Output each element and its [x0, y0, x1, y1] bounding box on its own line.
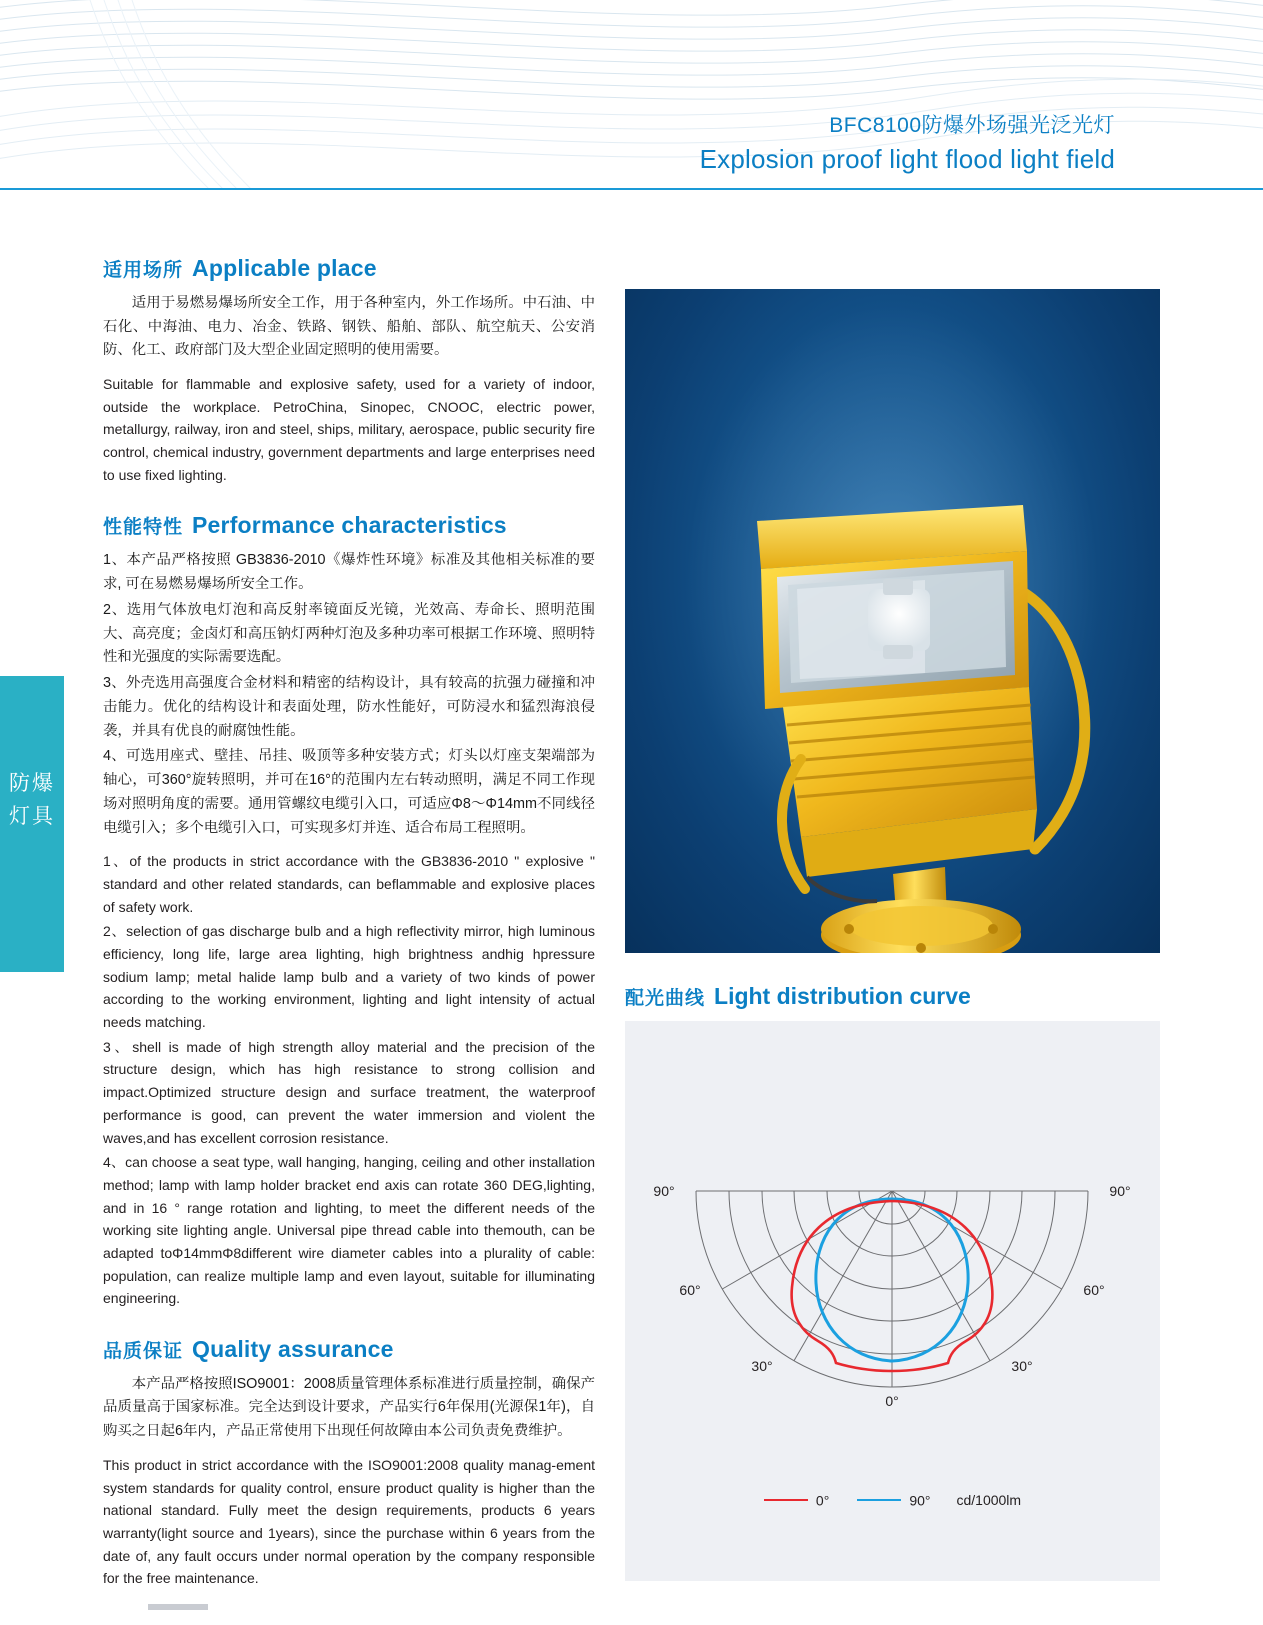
axis-label-left-30: 30° [751, 1357, 773, 1374]
section-performance-characteristics [103, 512, 595, 1309]
side-tab-label: 防爆灯具 [9, 772, 55, 828]
header-divider [0, 188, 1263, 190]
polar-diagram [625, 1021, 1160, 1491]
axis-label-left-60: 60° [679, 1281, 701, 1298]
left-content-column [103, 255, 595, 1590]
section-heading [103, 255, 595, 283]
paragraph-cn: 本产品严格按照ISO9001：2008质量管理体系标准进行质量控制，确保产品质量高于国家标准。完全达到设计要求，产品实行6年保用(光源保1年)，自购买之日起6年内，产品正常使用下出现任何故障由本公司负责免费维护。 [103, 1375, 595, 1440]
section-heading-en: Performance characteristics [192, 512, 507, 539]
chart-legend [625, 1491, 1160, 1508]
footer-mark [148, 1604, 208, 1610]
section-heading-en: Quality assurance [192, 1335, 394, 1362]
paragraph-en: 1、of the products in strict accordance with the GB3836-2010 " explosive " standard and other related standards, can beflammable and explosive places of safety work. [103, 853, 595, 915]
product-illustration [625, 289, 1160, 953]
legend-swatch-0deg [764, 1499, 808, 1501]
section-heading-en: Applicable place [192, 255, 377, 281]
legend-label-90deg: 90° [909, 1492, 931, 1509]
paragraph-cn: 3、外壳选用高强度合金材料和精密的结构设计，具有较高的抗强力碰撞和冲击能力。优化的结构设计和表面处理，防水性能好，可防浸水和猛烈海浪侵袭，并具有优良的耐腐蚀性能。 [103, 675, 595, 739]
section-heading-cn: 品质保证 [103, 1340, 184, 1362]
legend-swatch-90deg [857, 1499, 901, 1501]
axis-label-left-90: 90° [653, 1182, 675, 1199]
product-photo [625, 289, 1160, 953]
header-title-cn: BFC8100防爆外场强光泛光灯 [829, 114, 1115, 137]
axis-label-bottom-0: 0° [885, 1392, 899, 1409]
legend-label-0deg: 0° [815, 1492, 830, 1509]
curve-heading-cn: 配光曲线 [625, 988, 706, 1009]
paragraph-en: 3、shell is made of high strength alloy material and the precision of the structure design, which has high resistance to strong collision and impact.Optimized structure design and surface treatment, the waterproof performance is good, can prevent the water immersion and violent the waves,and has excellent corrosion resistance. [103, 1038, 595, 1146]
paragraph-en: Suitable for flammable and explosive safety, used for a variety of indoor, outside the workplace. PetroChina, Sinopec, CNOOC, electric power, metallurgy, railway, iron and steel, ships, military, aerospace, public security fire control, chemical industry, government departments and large enterprises need to use fixed lighting. [103, 376, 595, 483]
section-heading [103, 512, 595, 540]
section-heading-cn: 适用场所 [103, 260, 184, 281]
header-title-en: Explosion proof light flood light field [699, 143, 1115, 174]
header-title-block [700, 110, 1115, 177]
axis-label-right-30: 30° [1011, 1357, 1033, 1374]
curve-heading-en: Light distribution curve [714, 983, 971, 1009]
paragraph-cn: 2、选用气体放电灯泡和高反射率镜面反光镜，光效高、寿命长、照明范围大、高亮度；金卤灯和高压钠灯两种灯泡及多种功率可根据工作环境、照明特性和光强度的实际需要选配。 [103, 601, 595, 666]
paragraph-cn: 4、可选用座式、壁挂、吊挂、吸顶等多种安装方式；灯头以灯座支架端部为轴心，可360°旋转照明，并可在16°的范围内左右转动照明，满足不同工作现场对照明角度的需要。通用管螺纹电缆引入口，可适应Φ8～Φ14mm不同线径电缆引入；多个电缆引入口，可实现多灯并连、适合布局工程照明。 [103, 748, 595, 836]
section-heading [103, 1336, 595, 1364]
side-tab-category [0, 676, 64, 972]
curve-heading [625, 983, 1160, 1011]
axis-label-right-90: 90° [1109, 1182, 1131, 1199]
section-heading-cn: 性能特性 [103, 517, 184, 539]
paragraph-en: 2、selection of gas discharge bulb and a high reflectivity mirror, high luminous efficiency, long life, large area lighting, high brightness andhig hpressure sodium lamp; metal halide lamp bulb and a variety of two kinds of power according to the working environment, lighting and light intensity of actual needs matching. [103, 923, 595, 1031]
axis-label-right-60: 60° [1083, 1281, 1105, 1298]
right-content-column [625, 289, 1160, 1581]
paragraph-en: This product in strict accordance with the ISO9001:2008 quality manag-ement system standards for quality control, ensure product quality is higher than the national standard. Fully meet the design requirements, products 6 years warranty(light source and 1years), since the purchase within 6 years from the date of, any fault occurs under normal operation by the company responsible for the free maintenance. [103, 1456, 595, 1587]
section-applicable-place [103, 255, 595, 486]
section-quality-assurance [103, 1336, 595, 1590]
legend-unit: cd/1000lm [956, 1492, 1022, 1509]
paragraph-en: 4、can choose a seat type, wall hanging, hanging, ceiling and other installation method; lamp with lamp holder bracket end axis can rotate 360 DEG,lighting, and in 16 ° range rotation and lighting, to meet the different needs of the working site lighting angle. Universal pipe thread cable into themouth, can be adapted toΦ14mmΦ8different wire diameter cables into a plurality of cable: population, can realize multiple lamp and even layout, suitable for illuminating engineering. [103, 1154, 595, 1307]
light-distribution-chart [625, 1021, 1160, 1581]
page-header [0, 0, 1263, 190]
paragraph-cn: 适用于易燃易爆场所安全工作，用于各种室内，外工作场所。中石油、中石化、中海油、电力、冶金、铁路、钢铁、船舶、部队、航空航天、公安消防、化工、政府部门及大型企业固定照明的使用需要。 [103, 294, 595, 359]
paragraph-cn: 1、本产品严格按照 GB3836-2010《爆炸性环境》标准及其他相关标准的要求, 可在易燃易爆场所安全工作。 [103, 552, 595, 593]
